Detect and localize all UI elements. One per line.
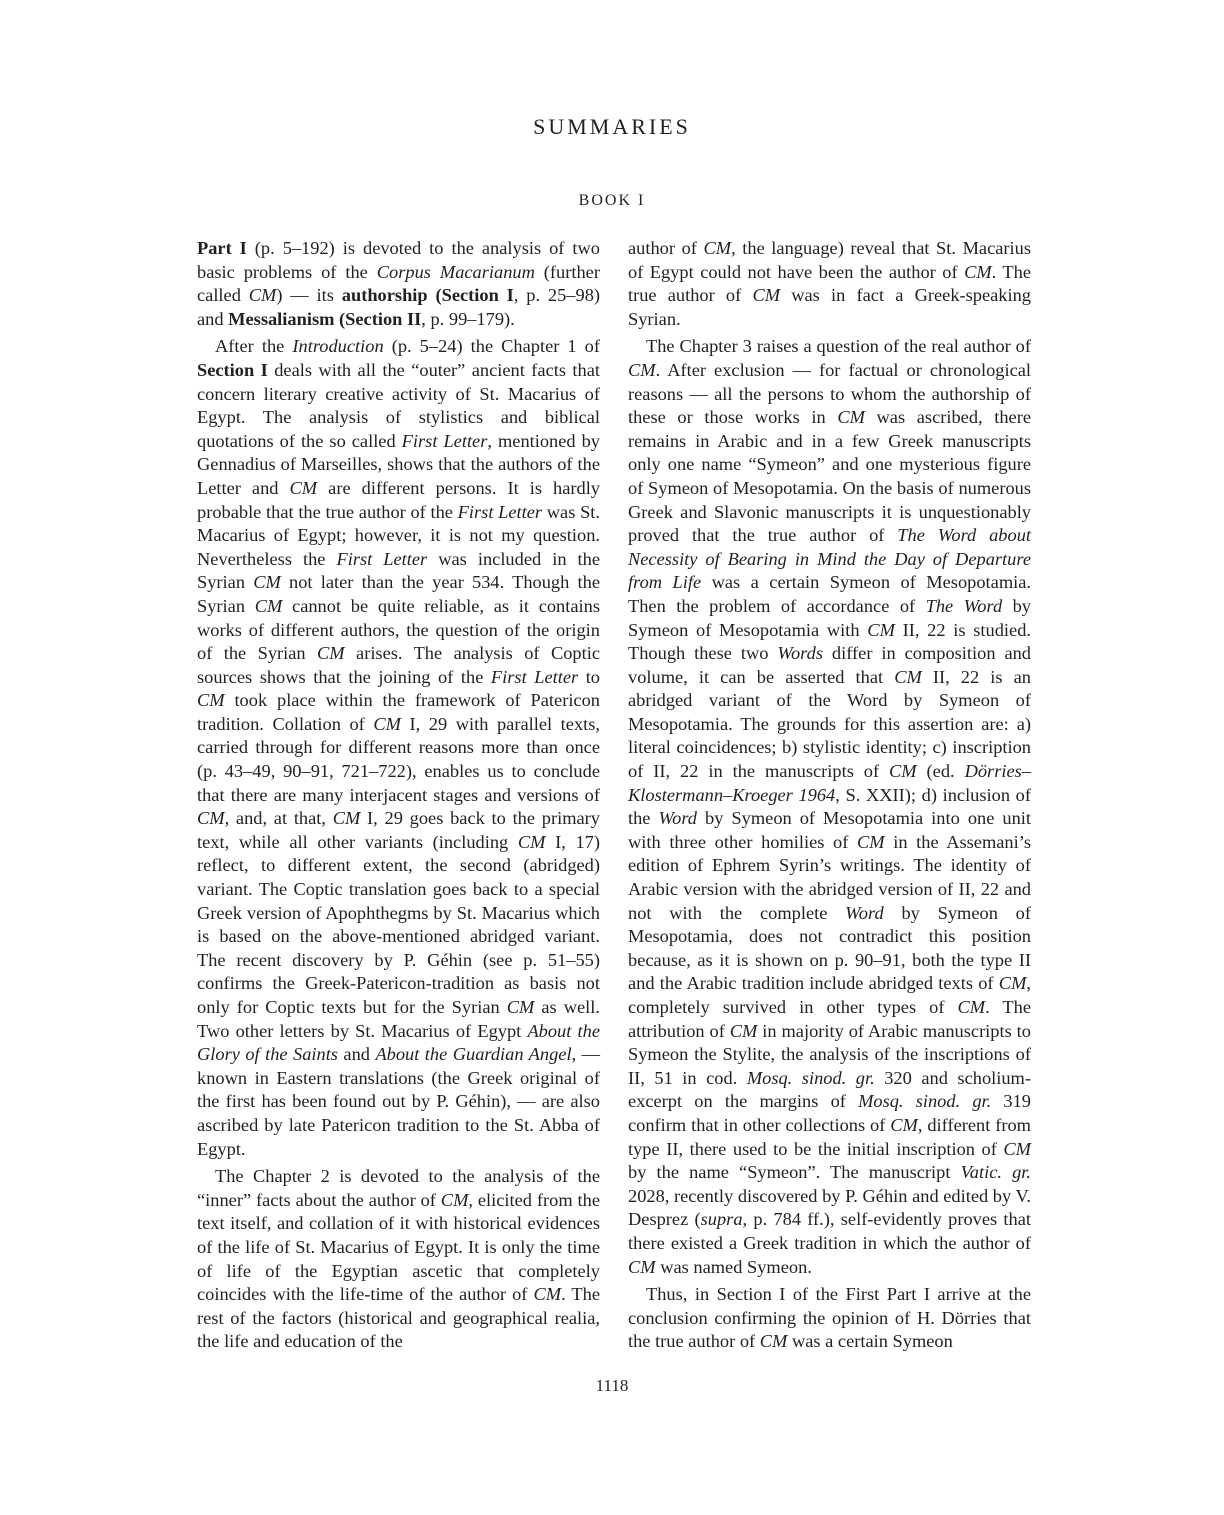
text: , different from type II, there used to be the initial inscription of <box>628 1114 1031 1159</box>
italic-text: First Letter <box>336 548 428 569</box>
italic-text: CM <box>857 831 885 852</box>
italic-text: Vatic. gr. <box>960 1162 1031 1183</box>
text: After the <box>215 336 293 357</box>
text: (p. 5–192) is devoted to the analysis of two basic problems of the <box>197 238 600 282</box>
text: . After exclusion — for factual or chronological reasons — all the persons to whom the authorship of these or those works in <box>628 359 1031 428</box>
text: by Symeon of Mesopotamia with <box>628 595 1032 640</box>
text: 319 confirm that in other collections of <box>628 1091 1031 1135</box>
italic-text: CM <box>517 831 546 852</box>
text: was ascribed, there remains in Arabic and in a few Greek manuscripts only one name “Symeon” and one mysterious figure of Symeon of Mesopotamia. On the basis of numerous Greek and Slavonic manuscripts it is unquestionably proved that the true author of <box>628 407 1031 546</box>
italic-text: Corpus Macarianum <box>376 261 535 282</box>
italic-text: Dörries–Klostermann–Kroeger 1964 <box>628 761 1031 805</box>
italic-text: CM <box>837 407 865 428</box>
italic-text: CM <box>248 285 277 306</box>
text: I, 17) reflect, to different extent, the second (abridged) variant. The Coptic translation goes back to a special Greek version of Apophthegms by St. Macarius which is based on the above-mentioned abridged variant. The recent discovery by P. Géhin (see p. 51–55) confirms the Greek-Patericon-tradition as basis not only for Coptic texts but for the Syrian <box>197 831 600 1017</box>
text: in the Assemani’s edition of Ephrem Syrin’s writings. The identity of Arabic version with the abridged version of II, 22 and not with the complete <box>628 831 1031 923</box>
book-heading: BOOK I <box>578 192 646 209</box>
italic-text: CM <box>957 997 986 1017</box>
italic-text: CM <box>703 238 732 258</box>
bold-text: Section II <box>345 308 422 329</box>
text: (ed. <box>916 761 965 782</box>
italic-text: CM <box>1003 1138 1031 1159</box>
paragraph <box>197 1165 600 1354</box>
text: I, 29 goes back to the primary text, while all other variants (including <box>197 808 600 852</box>
italic-text: CM <box>867 619 895 640</box>
bold-text: Messalianism <box>228 308 335 329</box>
text: , p. 25–98) and <box>197 285 601 329</box>
italic-text: CM <box>506 997 535 1017</box>
text: differ in composition and volume, it can be asserted that <box>628 643 1031 687</box>
italic-text: The Word about Necessity of Bearing in Mind the Day of Departure from Life <box>628 525 1032 593</box>
text: II, 22 is studied. Though these two <box>628 619 1031 664</box>
bold-text: Section I <box>441 285 514 306</box>
italic-text: CM <box>628 1256 656 1277</box>
italic-text: CM <box>998 973 1027 994</box>
text: 2028, recently discovered by P. Géhin and edited by V. Desprez ( <box>628 1185 1031 1230</box>
text: (p. 5–24) the Chapter 1 of <box>383 336 601 357</box>
italic-text: CM <box>197 808 225 829</box>
italic-text: CM <box>332 808 361 829</box>
italic-text: CM <box>752 285 781 306</box>
italic-text: CM <box>197 690 225 711</box>
bold-text: Section I <box>197 359 268 380</box>
left-column <box>197 237 600 1358</box>
text: . The rest of the factors (historical and geographical realia, the life and education of the <box>197 1284 600 1352</box>
text: , elicited from the text itself, and collation of it with historical evidences of the life of St. Macarius of Egypt. It is only the time of life of the Egyptian ascetic that completely coincides with the life-time of the author of <box>197 1189 600 1305</box>
paragraph <box>197 335 600 1161</box>
page-number: 1118 <box>595 1376 629 1395</box>
italic-text: The Word <box>925 595 1003 616</box>
text: ) — its <box>276 285 342 306</box>
text: by Symeon of Mesopotamia, does not contradict this position because, as it is shown on p. 90–91, both the type II and the Arabic tradition include abridged texts of <box>628 902 1031 994</box>
text: to <box>578 666 601 687</box>
italic-text: CM <box>440 1189 469 1210</box>
italic-text: CM <box>317 643 345 664</box>
italic-text: CM <box>889 761 917 782</box>
italic-text: CM <box>894 666 922 687</box>
italic-text: First Letter <box>457 501 543 522</box>
text: deals with all the “outer” ancient facts that concern literary creative activity of St. Macarius of Egypt. The analysis of stylistics and biblical quotations of the so called <box>197 359 600 451</box>
text: 320 and scholium-excerpt on the margins of <box>628 1067 1031 1112</box>
italic-text: supra <box>700 1209 743 1230</box>
italic-text: About the Guardian Angel <box>375 1044 572 1065</box>
italic-text: First Letter <box>401 430 488 451</box>
text: was in fact a Greek-speaking Syrian. <box>628 285 1032 329</box>
italic-text: CM <box>289 477 318 498</box>
text: and <box>337 1044 376 1065</box>
bold-text: ( <box>427 285 442 306</box>
text: . The true author of <box>628 261 1031 306</box>
italic-text: CM <box>729 1020 758 1041</box>
text: , and, at that, <box>224 808 333 829</box>
bold-text: Part I <box>197 238 247 258</box>
text: by Symeon of Mesopotamia into one unit with three other homilies of <box>628 808 1031 852</box>
paragraph <box>197 237 600 331</box>
text: was St. Macarius of Egypt; however, it is not my question. Nevertheless the <box>197 501 600 569</box>
paragraph <box>628 335 1031 1279</box>
italic-text: CM <box>964 261 992 282</box>
italic-text: Introduction <box>292 336 384 357</box>
text: II, 22 is an abridged variant of the Word by Symeon of Mesopotamia. The grounds for this assertion are: a) literal coincidences; b) stylistic identity; c) inscription of II, 22 in the manuscripts of <box>628 666 1031 782</box>
text: was included in the Syrian <box>197 548 600 593</box>
italic-text: CM <box>533 1284 562 1305</box>
paragraph <box>628 237 1031 331</box>
text: , mentioned by Gennadius of Marseilles, shows that the authors of the Letter and <box>197 430 600 498</box>
text: took place within the framework of Patericon tradition. Collation of <box>197 690 600 734</box>
italic-text: CM <box>254 595 283 616</box>
text: not later than the year 534. Though the Syrian <box>197 572 600 616</box>
text: The Chapter 3 raises a question of the real author of <box>646 336 1031 357</box>
text: , S. XXII); d) inclusion of the <box>628 784 1031 829</box>
text: , — known in Eastern translations (the Greek original of the first has been found out by P. Géhin), — are also ascribed by late Patericon tradition to the St. Abba of Egypt. <box>197 1044 601 1159</box>
italic-text: Words <box>777 643 824 664</box>
text: author of <box>628 238 704 258</box>
text: Thus, in Section I of the First Part I arrive at the conclusion confirming the opinion of H. Dörries that the true author of <box>628 1284 1031 1352</box>
text: are different persons. It is hardly probable that the true author of the <box>197 477 601 522</box>
bold-text: ( <box>334 308 346 329</box>
bold-text: authorship <box>341 285 428 306</box>
italic-text: CM <box>628 359 656 380</box>
text: as well. Two other letters by St. Macarius of Egypt <box>197 997 601 1041</box>
text: , p. 784 ff.), self-evidently proves that there existed a Greek tradition in which the author of <box>628 1209 1031 1253</box>
text: I, 29 with parallel texts, carried through for different reasons more than once (p. 43–49, 90–91, 721–722), enables us to conclude that there are many interjacent stages and versions of <box>197 713 601 805</box>
italic-text: CM <box>759 1331 788 1352</box>
italic-text: CM <box>253 572 281 593</box>
italic-text: About the Glory of the Saints <box>197 1020 600 1065</box>
text: . The attribution of <box>628 997 1031 1041</box>
text: , p. 99–179). <box>421 308 515 329</box>
text: cannot be quite reliable, as it contains works of different authors, the question of the origin of the Syrian <box>197 595 600 664</box>
text: , the language) reveal that St. Macarius of Egypt could not have been the author of <box>628 238 1032 282</box>
italic-text: Word <box>658 808 697 829</box>
text: arises. The analysis of Coptic sources shows that the joining of the <box>197 643 600 687</box>
paragraph <box>628 1283 1031 1354</box>
italic-text: CM <box>890 1114 918 1135</box>
text: by the name “Symeon”. The manuscript <box>628 1162 961 1183</box>
italic-text: Word <box>845 902 884 923</box>
text: was a certain Symeon <box>787 1331 953 1352</box>
right-column <box>628 237 1031 1358</box>
page-title: SUMMARIES <box>533 114 691 139</box>
text: (further called <box>197 261 600 306</box>
text: , completely survived in other types of <box>628 973 1031 1017</box>
italic-text: Mosq. sinod. gr. <box>858 1091 992 1112</box>
italic-text: Mosq. sinod. gr. <box>746 1067 875 1088</box>
text: The Chapter 2 is devoted to the analysis of the “inner” facts about the author of <box>197 1166 600 1210</box>
text: in majority of Arabic manuscripts to Symeon the Stylite, the analysis of the inscriptions of II, 51 in cod. <box>628 1020 1031 1088</box>
text: was a certain Symeon of Mesopotamia. Then the problem of accordance of <box>628 572 1031 616</box>
italic-text: CM <box>373 713 401 734</box>
italic-text: First Letter <box>490 666 579 687</box>
text: was named Symeon. <box>655 1256 812 1277</box>
